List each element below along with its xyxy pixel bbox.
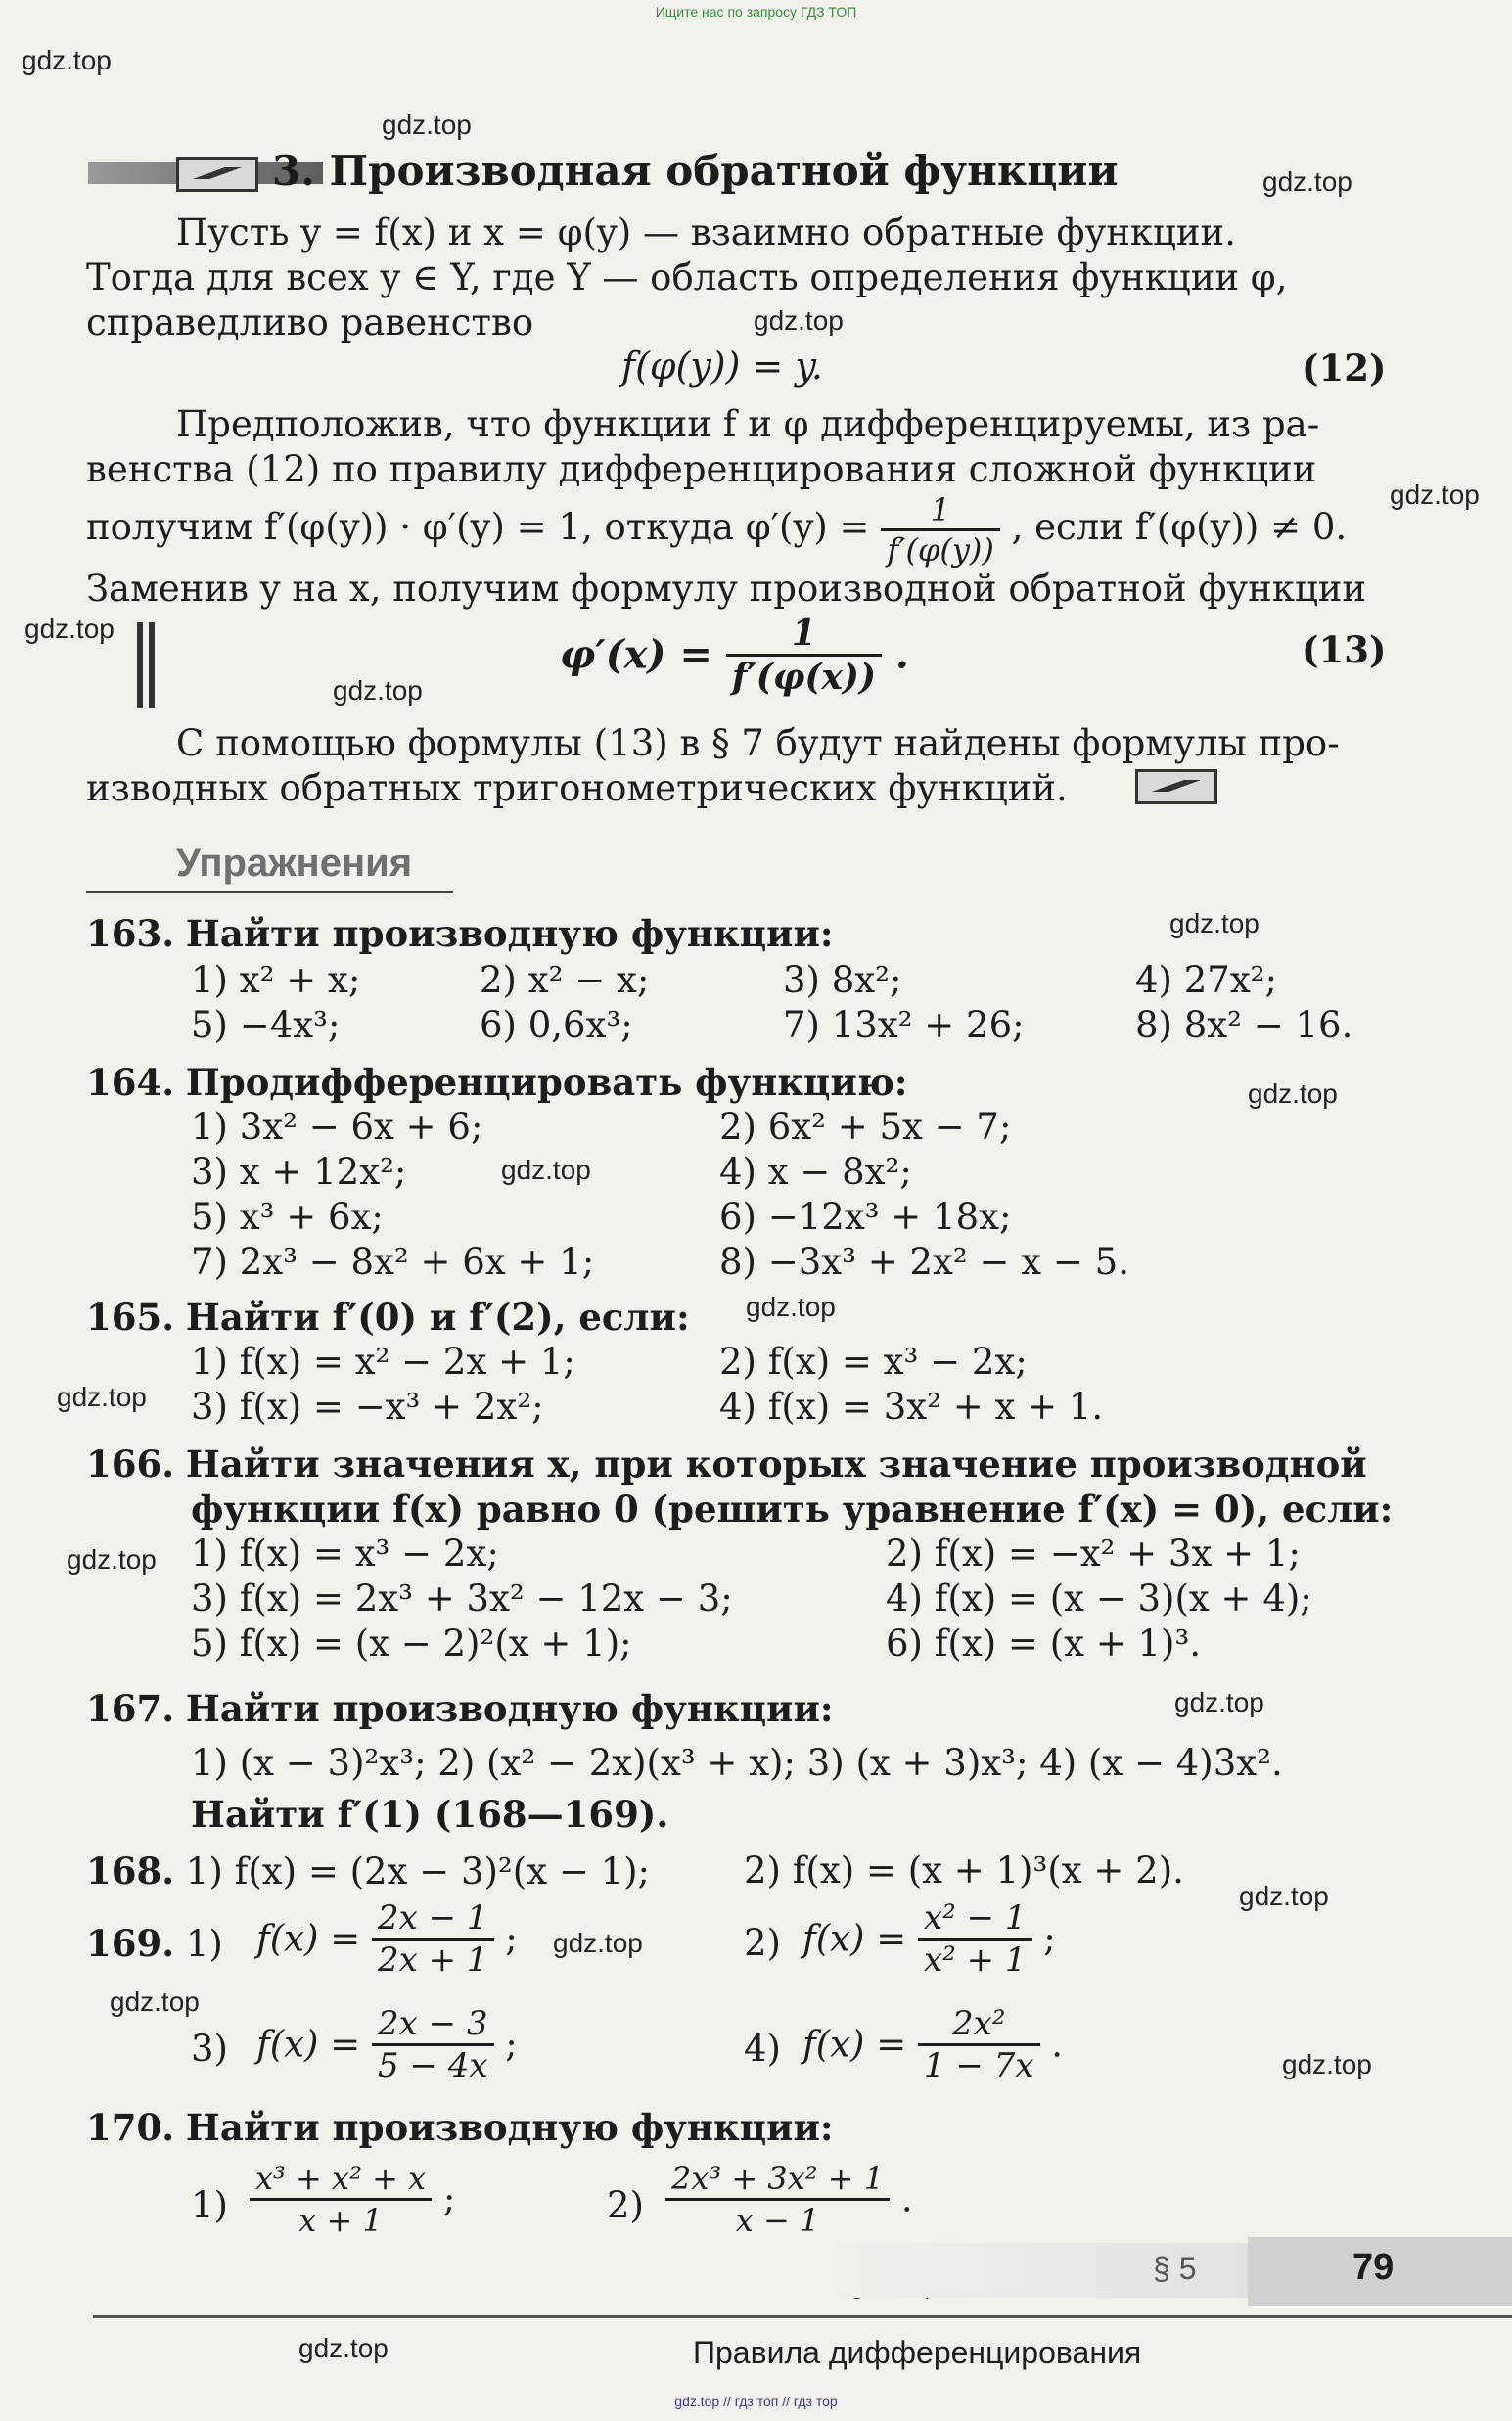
- exercise-item: 6) 0,6x³;: [480, 1004, 633, 1046]
- fraction-denominator: f′(φ(y)): [887, 531, 994, 569]
- para2-line-3-start: получим f′(φ(y)) · φ′(y) = 1, откуда φ′(y) =: [86, 506, 870, 548]
- watermark: gdz.top: [1239, 1881, 1329, 1911]
- exercise-task-line-2: функции f(x) равно 0 (решить уравнение f′(x) = 0), если:: [191, 1487, 1394, 1530]
- footer-link[interactable]: gdz.top // гдз топ // гдз тор: [674, 2394, 838, 2409]
- exercise-item: 4) x − 8x²;: [719, 1151, 912, 1193]
- watermark: gdz.top: [67, 1544, 157, 1575]
- exercise-task: Продифференцировать функцию:: [185, 1061, 908, 1104]
- para3-line-1: Заменив y на x, получим формулу производной обратной функции: [86, 568, 1367, 610]
- item-number: 3): [191, 2028, 228, 2070]
- watermark: gdz.top: [1174, 1687, 1264, 1717]
- separator: ;: [442, 2177, 456, 2220]
- exercises-rule: [86, 891, 453, 893]
- exercise-item: 4) f(x) = 3x² + x + 1.: [719, 1386, 1104, 1428]
- fraction: [250, 2159, 432, 2240]
- exercise-item: 2) f(x) = (x + 1)³(x + 2).: [744, 1850, 1184, 1892]
- exercise-169-item-2: [802, 1898, 1056, 1980]
- exercise-task: Найти производную функции:: [185, 1687, 834, 1730]
- section-heading: 3. Производная обратной функции: [272, 147, 1119, 195]
- formula-bar: [137, 622, 143, 708]
- exercise-number: 169.: [86, 1922, 175, 1965]
- function-label: f(x) =: [256, 1917, 361, 1960]
- intro-line-2: Тогда для всех y ∈ Y, где Y — область определения функции φ,: [86, 256, 1288, 298]
- exercise-item: 7) 2x³ − 8x² + 6x + 1;: [191, 1241, 595, 1283]
- exercise-number: 164.: [86, 1061, 175, 1104]
- exercise-item: 4) f(x) = (x − 3)(x + 4);: [886, 1577, 1312, 1620]
- equation-13-fraction: [726, 613, 882, 698]
- exercise-item: 6) −12x³ + 18x;: [719, 1196, 1012, 1238]
- fraction: [372, 2004, 494, 2085]
- watermark: gdz.top: [57, 1382, 147, 1412]
- item-number: 4): [744, 2028, 781, 2070]
- exercise-167-title: [86, 1685, 834, 1733]
- exercise-169-number: [86, 1920, 223, 1968]
- fraction-denominator: f′(φ(x)): [731, 657, 876, 698]
- function-label: f(x) =: [256, 2023, 361, 2066]
- exercise-task: Найти производную функции:: [185, 2106, 834, 2149]
- fraction-numerator: 2x − 1: [372, 1898, 494, 1941]
- fraction: [372, 1898, 494, 1980]
- exercise-166-title: [86, 1440, 1367, 1488]
- watermark: gdz.top: [501, 1155, 591, 1185]
- exercise-item: 2) f(x) = −x² + 3x + 1;: [886, 1532, 1301, 1575]
- fraction-numerator: 2x − 3: [372, 2004, 494, 2046]
- exercise-item: 3) x + 12x²;: [191, 1151, 407, 1193]
- exercise-item: 5) −4x³;: [191, 1004, 341, 1046]
- exercise-task: Найти f′(0) и f′(2), если:: [185, 1296, 690, 1339]
- fraction-denominator: 5 − 4x: [377, 2046, 488, 2085]
- para2-line-1: Предположив, что функции f и φ дифференцируемы, из ра-: [176, 403, 1320, 445]
- exercise-170-item-2: [665, 2159, 913, 2240]
- exercise-item: 3) f(x) = −x³ + 2x²;: [191, 1386, 544, 1428]
- watermark: gdz.top: [1248, 1078, 1338, 1109]
- separator: .: [1051, 2023, 1064, 2066]
- exercise-item: 8) 8x² − 16.: [1135, 1004, 1353, 1046]
- watermark: gdz.top: [1169, 908, 1260, 938]
- watermark: gdz.top: [746, 1292, 836, 1322]
- exercise-item: 5) x³ + 6x;: [191, 1196, 384, 1238]
- exercise-165-title: [86, 1294, 690, 1342]
- exercise-163-title: [86, 910, 834, 958]
- watermark: gdz.top: [1262, 166, 1352, 197]
- separator: ;: [505, 1917, 518, 1960]
- exercise-number: 165.: [86, 1296, 175, 1339]
- exercise-item: 2) f(x) = x³ − 2x;: [719, 1341, 1028, 1383]
- para2-line-2: венства (12) по правилу дифференцирования сложной функции: [86, 448, 1317, 490]
- exercise-item: 6) f(x) = (x + 1)³.: [886, 1622, 1202, 1665]
- para4-line-1: С помощью формулы (13) в § 7 будут найдены формулы про-: [176, 722, 1340, 764]
- header-link[interactable]: Ищите нас по запросу ГДЗ ТОП: [655, 4, 857, 20]
- para2-line-3-end: , если f′(φ(y)) ≠ 0.: [1011, 506, 1348, 548]
- exercise-item: 1) 3x² − 6x + 6;: [191, 1106, 483, 1148]
- footer-title: Правила дифференцирования: [693, 2335, 1142, 2370]
- fraction-denominator: x² + 1: [923, 1941, 1027, 1980]
- separator: .: [900, 2177, 913, 2220]
- watermark: gdz.top: [298, 2333, 389, 2363]
- exercise-168-169-title: Найти f′(1) (168—169).: [191, 1793, 669, 1836]
- separator: ;: [505, 2023, 518, 2066]
- fraction-denominator: 1 − 7x: [923, 2046, 1034, 2085]
- exercise-number: 167.: [86, 1687, 175, 1730]
- fraction-numerator: x² − 1: [918, 1898, 1032, 1941]
- fraction-numerator: x³ + x² + x: [250, 2159, 432, 2201]
- separator: ;: [1043, 1917, 1056, 1960]
- exercise-number: 166.: [86, 1442, 175, 1485]
- fraction-denominator: x + 1: [298, 2202, 383, 2239]
- exercise-item: 3) 8x²;: [783, 959, 902, 1001]
- equation-13: [560, 613, 909, 698]
- item-number: 2): [607, 2184, 644, 2226]
- exercise-number: 170.: [86, 2106, 175, 2149]
- footer-rule: [93, 2315, 1512, 2318]
- formula-bar: [149, 622, 155, 708]
- fraction-numerator: 1: [726, 613, 882, 657]
- arrow-marker-icon: [1135, 769, 1217, 804]
- fraction: [665, 2159, 890, 2240]
- equation-13-number: (13): [1302, 628, 1387, 671]
- exercise-item: 2) x² − x;: [480, 959, 650, 1001]
- function-label: f(x) =: [802, 1917, 907, 1960]
- fraction-numerator: 2x³ + 3x² + 1: [665, 2159, 890, 2201]
- exercise-item: 7) 13x² + 26;: [783, 1004, 1025, 1046]
- fraction-numerator: 1: [881, 491, 1000, 531]
- equation-12: f(φ(y)) = y.: [621, 344, 823, 388]
- watermark: gdz.top: [1282, 2049, 1372, 2079]
- exercise-item: 1) f(x) = x³ − 2x;: [191, 1532, 499, 1575]
- exercise-item: 1) f(x) = x² − 2x + 1;: [191, 1341, 575, 1383]
- item-number: 2): [744, 1922, 781, 1964]
- intro-line-1: Пусть y = f(x) и x = φ(y) — взаимно обратные функции.: [176, 211, 1236, 253]
- arrow-marker-icon: [176, 157, 258, 192]
- fraction: [918, 2004, 1040, 2085]
- exercise-item: 1) f(x) = (2x − 3)²(x − 1);: [185, 1850, 651, 1893]
- exercise-168: [86, 1848, 650, 1896]
- exercise-169-item-3: [256, 2004, 518, 2085]
- watermark: gdz.top: [24, 614, 115, 644]
- phi-prime-fraction: [881, 491, 1000, 569]
- fraction-denominator: x − 1: [735, 2202, 820, 2239]
- item-number: 1): [185, 1923, 223, 1965]
- item-number: 1): [191, 2184, 228, 2226]
- watermark: gdz.top: [22, 45, 112, 75]
- watermark: gdz.top: [553, 1928, 643, 1958]
- equation-13-dot: .: [894, 631, 909, 678]
- watermark: gdz.top: [754, 305, 844, 336]
- equation-12-number: (12): [1302, 346, 1387, 389]
- exercise-164-title: [86, 1059, 907, 1107]
- fraction: [918, 1898, 1032, 1980]
- exercise-task: Найти производную функции:: [185, 912, 834, 955]
- exercise-task: Найти значения x, при которых значение производной: [185, 1442, 1367, 1485]
- footer-section: § 5: [1153, 2251, 1197, 2286]
- para2-line-3: [86, 491, 1347, 569]
- exercise-item: 1) x² + x;: [191, 959, 361, 1001]
- exercise-170-title: [86, 2104, 834, 2152]
- para4-line-2: изводных обратных тригонометрических функций.: [86, 767, 1068, 809]
- fraction-numerator: 2x²: [918, 2004, 1040, 2046]
- function-label: f(x) =: [802, 2023, 907, 2066]
- intro-line-3: справедливо равенство: [86, 301, 534, 343]
- exercise-number: 163.: [86, 912, 175, 955]
- exercise-item: 3) f(x) = 2x³ + 3x² − 12x − 3;: [191, 1577, 733, 1620]
- equation-13-lhs: φ′(x) =: [560, 631, 712, 678]
- exercise-item: 8) −3x³ + 2x² − x − 5.: [719, 1241, 1129, 1283]
- exercises-title: Упражнения: [176, 842, 413, 885]
- watermark: gdz.top: [1390, 480, 1480, 510]
- exercise-items-line: 1) (x − 3)²x³; 2) (x² − 2x)(x³ + x); 3) (x + 3)x³; 4) (x − 4)3x².: [191, 1742, 1283, 1784]
- watermark: gdz.top: [382, 110, 472, 140]
- page-number: 79: [1352, 2247, 1395, 2288]
- exercise-169-item-1: [256, 1898, 518, 1980]
- exercise-170-item-1: [250, 2159, 455, 2240]
- watermark: gdz.top: [110, 1987, 200, 2017]
- fraction-denominator: 2x + 1: [377, 1941, 488, 1980]
- exercise-item: 5) f(x) = (x − 2)²(x + 1);: [191, 1622, 632, 1665]
- exercise-item: 4) 27x²;: [1135, 959, 1277, 1001]
- exercise-item: 2) 6x² + 5x − 7;: [719, 1106, 1012, 1148]
- exercise-169-item-4: [802, 2004, 1063, 2085]
- watermark: gdz.top: [333, 675, 423, 706]
- exercise-number: 168.: [86, 1850, 175, 1893]
